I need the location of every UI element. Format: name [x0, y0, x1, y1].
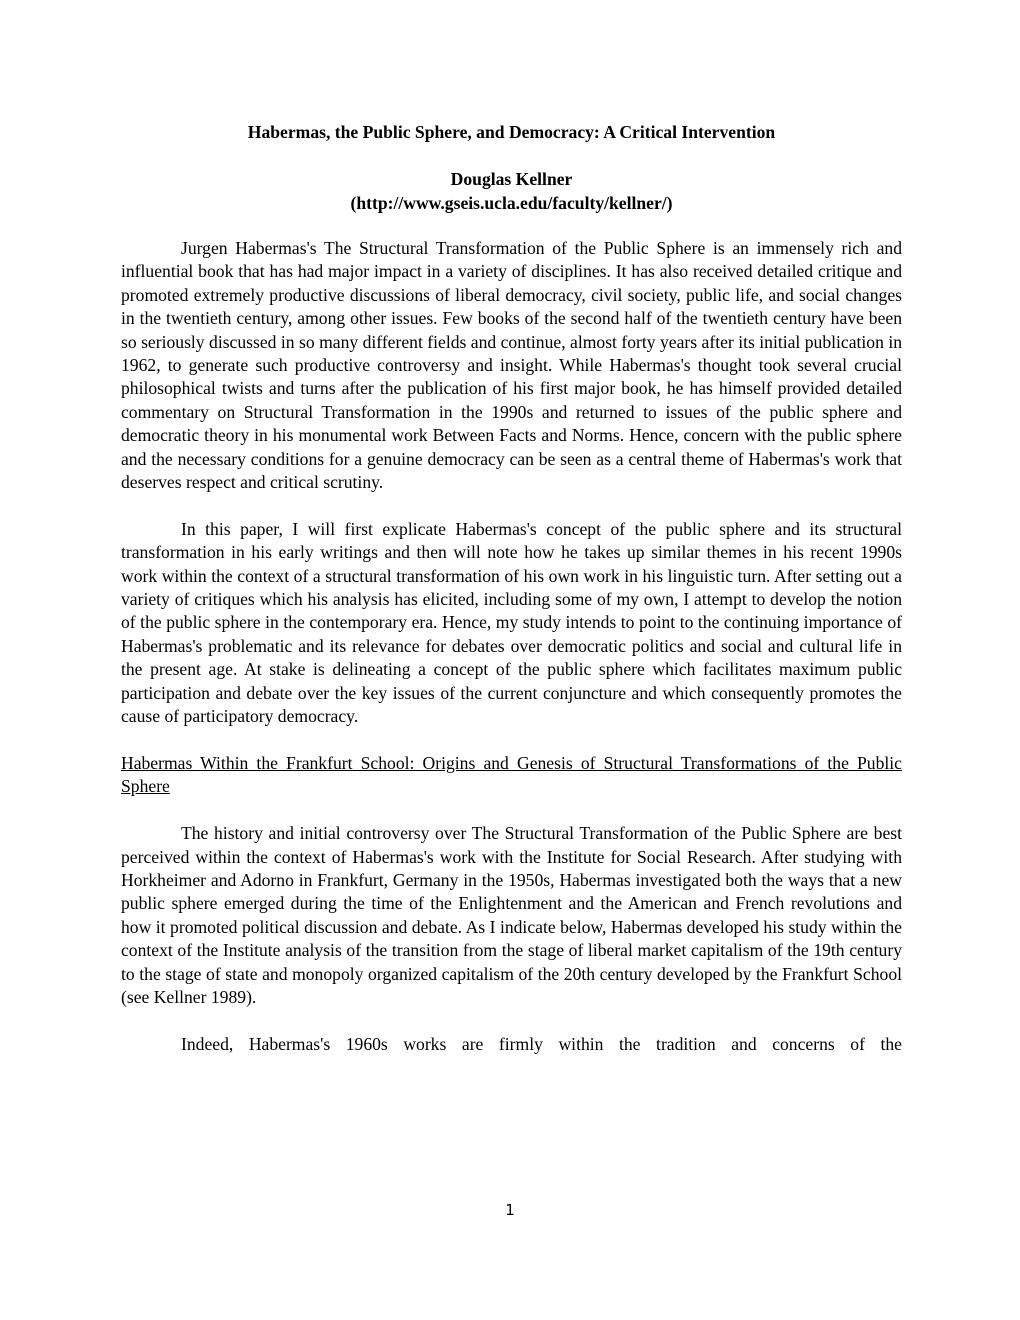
paper-title: Habermas, the Public Sphere, and Democracy: A Critical Intervention — [247, 122, 776, 142]
section-heading: Habermas Within the Frankfurt School: Origins and Genesis of Structural Transformations of the Public Sphere — [121, 752, 902, 797]
author-name: Douglas Kellner — [450, 169, 573, 189]
paragraph-2: In this paper, I will first explicate Habermas's concept of the public sphere and its structural transformation in his early writings and then will note how he takes up similar themes in his recent 1990s work within the context of a structural transformation of his own work in his linguistic turn. After setting out a variety of critiques which his analysis has elicited, including some of my own, I attempt to develop the notion of the public sphere in the contemporary era. Hence, my study intends to point to the continuing importance of Habermas's problematic and its relevance for debates over democratic politics and social and cultural life in the present age. At stake is delineating a concept of the public sphere which facilitates maximum public participation and debate over the key issues of the current conjuncture and which consequently promotes the cause of participatory democracy. — [121, 518, 902, 727]
page-number: 1 — [505, 1201, 515, 1219]
author-block — [121, 168, 902, 215]
author-url: (http://www.gseis.ucla.edu/faculty/kellner/) — [350, 192, 673, 213]
paragraph-3: The history and initial controversy over The Structural Transformation of the Public Sphere are best perceived within the context of Habermas's work with the Institute for Social Research. After studying with Horkheimer and Adorno in Frankfurt, Germany in the 1950s, Habermas investigated both the ways that a new public sphere emerged during the time of the Enlightenment and the American and French revolutions and how it promoted political discussion and debate. As I indicate below, Habermas developed his study within the context of the Institute analysis of the transition from the stage of liberal market capitalism of the 19th century to the stage of state and monopoly organized capitalism of the 20th century developed by the Frankfurt School (see Kellner 1989). — [121, 823, 902, 1007]
body-text — [121, 237, 902, 1080]
paragraph-1: Jurgen Habermas's The Structural Transformation of the Public Sphere is an immensely rich and influential book that has had major impact in a variety of disciplines. It has also received detailed critique and promoted extremely productive discussions of liberal democracy, civil society, public life, and social changes in the twentieth century, among other issues. Few books of the second half of the twentieth century have been so seriously discussed in so many different fields and continue, almost forty years after its initial publication in 1962, to generate such productive controversy and insight. While Habermas's thought took several crucial philosophical twists and turns after the publication of his first major book, he has himself provided detailed commentary on Structural Transformation in the 1990s and returned to issues of the public sphere and democratic theory in his monumental work Between Facts and Norms. Hence, concern with the public sphere and the necessary conditions for a genuine democracy can be seen as a central theme of Habermas's work that deserves respect and critical scrutiny. — [121, 238, 902, 493]
paragraph-4: Indeed, Habermas's 1960s works are firmly within the tradition and concerns of the — [181, 1033, 902, 1054]
